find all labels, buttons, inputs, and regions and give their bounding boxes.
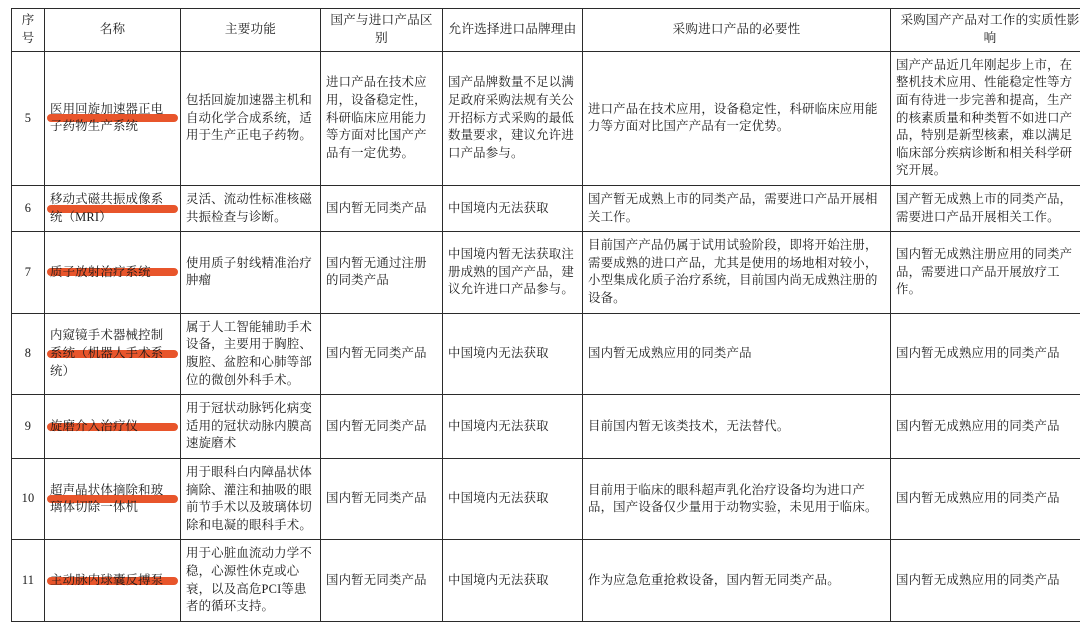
row-name-cell bbox=[45, 395, 181, 459]
row-necessity-cell: 目前国内暂无该类技术，无法替代。 bbox=[583, 395, 891, 459]
row-impact-cell: 国产产品近几年刚起步上市，在整机技术应用、性能稳定性等方面有待进一步完善和提高，生产的核素质量和种类暂不如进口产品，特别是新型核素，难以满足临床部分疾病诊断和相关科学研究开展。 bbox=[891, 51, 1080, 185]
row-difference-cell: 进口产品在技术应用，设备稳定性，科研临床应用能力等方面对比国产产品有一定优势。 bbox=[321, 51, 443, 185]
row-necessity-cell: 目前用于临床的眼科超声乳化治疗设备均为进口产品，国产设备仅少量用于动物实验，未见用于临床。 bbox=[583, 458, 891, 539]
table-row bbox=[12, 395, 1080, 459]
row-impact-cell: 国内暂无成熟应用的同类产品 bbox=[891, 313, 1080, 394]
row-function-cell: 用于冠状动脉钙化病变适用的冠状动脉内膜高速旋磨术 bbox=[181, 395, 321, 459]
row-index-cell: 11 bbox=[12, 540, 45, 621]
row-impact-cell: 国产暂无成熟上市的同类产品，需要进口产品开展相关工作。 bbox=[891, 186, 1080, 232]
row-name-cell bbox=[45, 186, 181, 232]
table-body bbox=[12, 51, 1080, 621]
row-name-cell bbox=[45, 458, 181, 539]
table-header-row bbox=[12, 9, 1080, 52]
row-reason-cell: 中国境内无法获取 bbox=[443, 458, 583, 539]
row-necessity-cell: 国内暂无成熟应用的同类产品 bbox=[583, 313, 891, 394]
row-reason-cell: 国产品牌数量不足以满足政府采购法规有关公开招标方式采购的最低数量要求，建议允许进口产品参与。 bbox=[443, 51, 583, 185]
row-difference-cell: 国内暂无同类产品 bbox=[321, 313, 443, 394]
column-header-difference: 国产与进口产品区别 bbox=[321, 9, 443, 52]
table-row bbox=[12, 313, 1080, 394]
row-name-text: 旋磨介入治疗仪 bbox=[50, 418, 175, 436]
row-impact-cell: 国内暂无成熟应用的同类产品 bbox=[891, 395, 1080, 459]
row-name-cell bbox=[45, 232, 181, 313]
table-row bbox=[12, 232, 1080, 313]
row-function-cell: 灵活、流动性标准核磁共振检查与诊断。 bbox=[181, 186, 321, 232]
row-reason-cell: 中国境内暂无法获取注册成熟的国产产品，建议允许进口产品参与。 bbox=[443, 232, 583, 313]
row-index-cell: 9 bbox=[12, 395, 45, 459]
row-name-text: 主动脉内球囊反搏泵 bbox=[50, 572, 175, 590]
table-row bbox=[12, 51, 1080, 185]
row-name-text: 内窥镜手术器械控制系统（机器人手术系统） bbox=[50, 327, 175, 380]
row-necessity-cell: 作为应急危重抢救设备，国内暂无同类产品。 bbox=[583, 540, 891, 621]
row-difference-cell: 国内暂无通过注册的同类产品 bbox=[321, 232, 443, 313]
row-name-cell bbox=[45, 540, 181, 621]
column-header-necessity: 采购进口产品的必要性 bbox=[583, 9, 891, 52]
row-index-cell: 7 bbox=[12, 232, 45, 313]
row-reason-cell: 中国境内无法获取 bbox=[443, 395, 583, 459]
row-name-text: 医用回旋加速器正电子药物生产系统 bbox=[50, 101, 175, 136]
row-impact-cell: 国内暂无成熟应用的同类产品 bbox=[891, 540, 1080, 621]
row-difference-cell: 国内暂无同类产品 bbox=[321, 186, 443, 232]
row-difference-cell: 国内暂无同类产品 bbox=[321, 540, 443, 621]
row-index-cell: 5 bbox=[12, 51, 45, 185]
row-name-cell bbox=[45, 51, 181, 185]
table-row bbox=[12, 540, 1080, 621]
row-function-cell: 包括回旋加速器主机和自动化学合成系统，适用于生产正电子药物。 bbox=[181, 51, 321, 185]
row-necessity-cell: 进口产品在技术应用，设备稳定性，科研临床应用能力等方面对比国产产品有一定优势。 bbox=[583, 51, 891, 185]
column-header-reason: 允许选择进口品牌理由 bbox=[443, 9, 583, 52]
table-row bbox=[12, 186, 1080, 232]
row-reason-cell: 中国境内无法获取 bbox=[443, 313, 583, 394]
column-header-function: 主要功能 bbox=[181, 9, 321, 52]
row-function-cell: 用于眼科白内障晶状体摘除、灌注和抽吸的眼前节手术以及玻璃体切除和电凝的眼科手术。 bbox=[181, 458, 321, 539]
procurement-table bbox=[11, 8, 1080, 622]
row-difference-cell: 国内暂无同类产品 bbox=[321, 458, 443, 539]
row-name-text: 质子放射治疗系统 bbox=[50, 264, 175, 282]
column-header-index: 序号 bbox=[12, 9, 45, 52]
row-name-text: 移动式磁共振成像系统（MRI） bbox=[50, 191, 175, 226]
row-index-cell: 8 bbox=[12, 313, 45, 394]
row-reason-cell: 中国境内无法获取 bbox=[443, 540, 583, 621]
row-reason-cell: 中国境内无法获取 bbox=[443, 186, 583, 232]
row-function-cell: 用于心脏血流动力学不稳，心源性休克或心衰，以及高危PCI等患者的循环支持。 bbox=[181, 540, 321, 621]
document-page bbox=[0, 8, 1080, 641]
table-row bbox=[12, 458, 1080, 539]
row-index-cell: 6 bbox=[12, 186, 45, 232]
row-necessity-cell: 目前国产产品仍属于试用试验阶段，即将开始注册，需要成熟的进口产品，尤其是使用的场地相对较小，小型集成化质子治疗系统，目前国内尚无成熟注册的设备。 bbox=[583, 232, 891, 313]
row-impact-cell: 国内暂无成熟注册应用的同类产品，需要进口产品开展放疗工作。 bbox=[891, 232, 1080, 313]
row-name-text: 超声晶状体摘除和玻璃体切除一体机 bbox=[50, 482, 175, 517]
row-function-cell: 使用质子射线精准治疗肿瘤 bbox=[181, 232, 321, 313]
row-necessity-cell: 国产暂无成熟上市的同类产品，需要进口产品开展相关工作。 bbox=[583, 186, 891, 232]
row-difference-cell: 国内暂无同类产品 bbox=[321, 395, 443, 459]
column-header-name: 名称 bbox=[45, 9, 181, 52]
row-impact-cell: 国内暂无成熟应用的同类产品 bbox=[891, 458, 1080, 539]
row-function-cell: 属于人工智能辅助手术设备，主要用于胸腔、腹腔、盆腔和心肺等部位的微创外科手术。 bbox=[181, 313, 321, 394]
row-name-cell bbox=[45, 313, 181, 394]
column-header-impact: 采购国产产品对工作的实质性影响 bbox=[891, 9, 1080, 52]
table-header bbox=[12, 9, 1080, 52]
row-index-cell: 10 bbox=[12, 458, 45, 539]
